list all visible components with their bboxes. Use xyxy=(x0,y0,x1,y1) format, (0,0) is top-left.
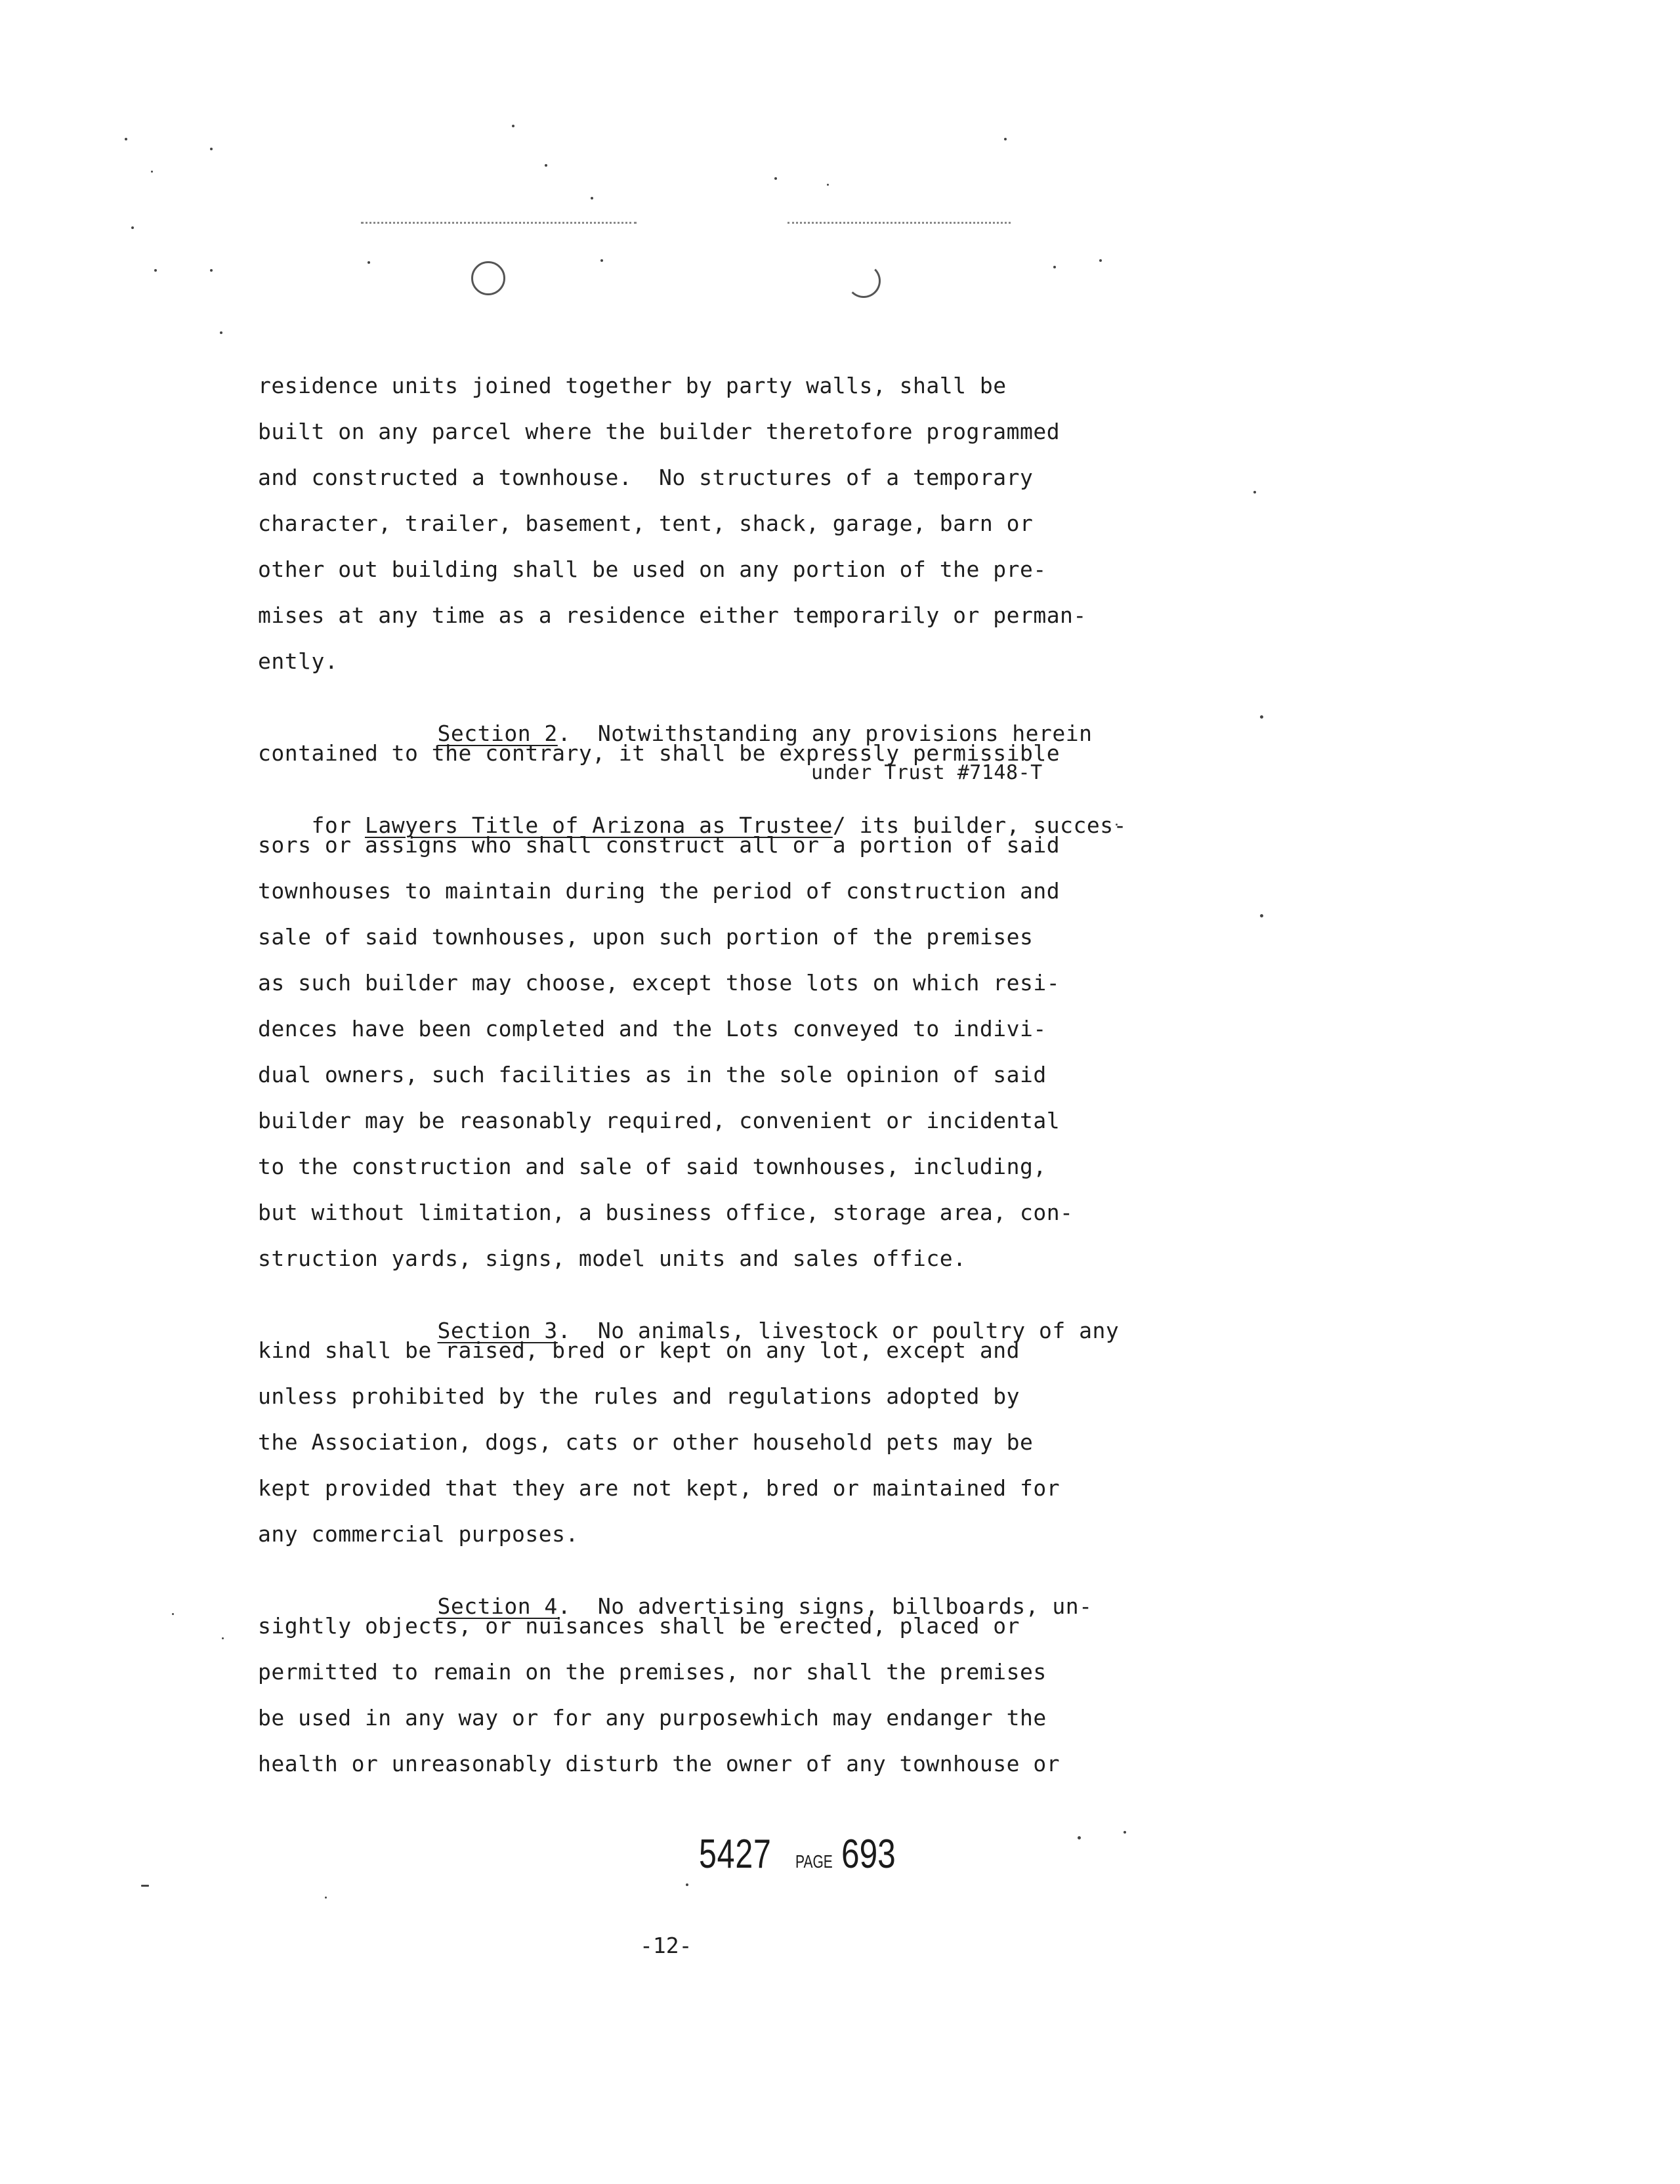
speck xyxy=(325,1897,327,1899)
speck xyxy=(686,1883,688,1886)
text-fragment: / its builder, succes- xyxy=(832,812,1127,838)
text-line: permitted to remain on the premises, nor shall the premises xyxy=(258,1659,1047,1685)
text-line: to the construction and sale of said townhouses, including, xyxy=(258,1154,1047,1179)
section-4-text: . No advertising signs, billboards, un- xyxy=(557,1593,1093,1619)
text-line: sightly objects, or nuisances shall be erected, placed or xyxy=(258,1613,1020,1639)
section-3-heading: Section 3 xyxy=(437,1318,558,1343)
speck xyxy=(1260,715,1263,719)
text-line: dual owners, such facilities as in the sole opinion of said xyxy=(258,1062,1047,1087)
text-line: struction yards, signs, model units and sales office. xyxy=(258,1246,967,1271)
text-line: as such builder may choose, except those lots on which resi- xyxy=(258,970,1060,996)
text-line: kept provided that they are not kept, bred or maintained for xyxy=(258,1475,1060,1501)
speck xyxy=(774,177,777,180)
punch-hole-left xyxy=(471,261,505,295)
page-number: -12- xyxy=(640,1933,692,1958)
recorded-page-number: 693 xyxy=(841,1832,896,1877)
speck xyxy=(210,148,213,150)
speck xyxy=(827,184,829,186)
header-noise-right xyxy=(788,222,1011,226)
speck xyxy=(1124,1831,1126,1834)
speck xyxy=(512,125,514,127)
text-line: built on any parcel where the builder theretofore programmed xyxy=(258,419,1060,444)
section-3-text: . No animals, livestock or poultry of any xyxy=(557,1318,1120,1343)
speck xyxy=(220,331,222,334)
speck xyxy=(151,171,153,173)
speck xyxy=(154,269,157,272)
section-2-first-line xyxy=(384,694,1093,746)
text-line: health or unreasonably disturb the owner of any townhouse or xyxy=(258,1751,1060,1776)
speck xyxy=(591,197,593,200)
text-line: and constructed a townhouse. No structures of a temporary xyxy=(258,465,1034,490)
text-fragment: for xyxy=(311,812,365,838)
book-number: 5427 xyxy=(699,1832,772,1877)
section-4-first-line xyxy=(384,1567,1093,1619)
speck xyxy=(545,164,547,167)
text-line: contained to the contrary, it shall be expressly permissible xyxy=(258,740,1060,766)
speck xyxy=(1260,914,1263,917)
speck xyxy=(1253,491,1256,494)
punch-hole-right xyxy=(847,264,881,298)
text-line: other out building shall be used on any portion of the pre- xyxy=(258,556,1047,582)
text-line: character, trailer, basement, tent, shack, garage, barn or xyxy=(258,511,1034,536)
text-line: townhouses to maintain during the period of construction and xyxy=(258,878,1060,904)
trustee-name: Lawyers Title of Arizona as Trustee xyxy=(364,812,833,838)
text-line: kind shall be raised, bred or kept on any lot, except and xyxy=(258,1337,1020,1363)
speck xyxy=(1004,138,1007,140)
speck xyxy=(172,1613,174,1615)
text-line: residence units joined together by party walls, shall be xyxy=(258,373,1007,398)
speck xyxy=(222,1637,224,1639)
recorder-stamp xyxy=(699,1831,909,1878)
text-line: dences have been completed and the Lots conveyed to indivi- xyxy=(258,1016,1047,1041)
header-noise-left xyxy=(361,222,637,226)
speck xyxy=(1053,266,1056,268)
text-line: the Association, dogs, cats or other household pets may be xyxy=(258,1429,1034,1455)
text-line: mises at any time as a residence either temporarily or perman- xyxy=(258,602,1087,628)
text-line: any commercial purposes. xyxy=(258,1521,579,1547)
text-line: unless prohibited by the rules and regulations adopted by xyxy=(258,1383,1020,1409)
text-line: ently. xyxy=(258,648,339,674)
interlineal-insertion: under Trust #7148-T xyxy=(811,761,1043,784)
section-3-first-line xyxy=(384,1292,1120,1343)
text-line: builder may be reasonably required, convenient or incidental xyxy=(258,1108,1060,1133)
text-line: but without limitation, a business office, storage area, con- xyxy=(258,1200,1074,1225)
text-line: sors or assigns who shall construct all or a portion of said xyxy=(258,832,1060,858)
section-2-heading: Section 2 xyxy=(437,721,558,746)
section-4-heading: Section 4 xyxy=(437,1593,558,1619)
section-2-text: . Notwithstanding any provisions herein xyxy=(557,721,1093,746)
speck xyxy=(141,1885,149,1887)
speck xyxy=(368,261,370,264)
speck xyxy=(600,259,603,262)
speck xyxy=(210,269,213,272)
speck xyxy=(1099,259,1102,262)
text-line-trustee xyxy=(258,786,1127,838)
speck xyxy=(1078,1836,1081,1839)
text-line: sale of said townhouses, upon such portion of the premises xyxy=(258,924,1034,950)
page-label: PAGE xyxy=(795,1851,833,1872)
text-line: be used in any way or for any purposewhich may endanger the xyxy=(258,1705,1047,1731)
speck xyxy=(131,226,134,229)
speck xyxy=(125,138,127,140)
